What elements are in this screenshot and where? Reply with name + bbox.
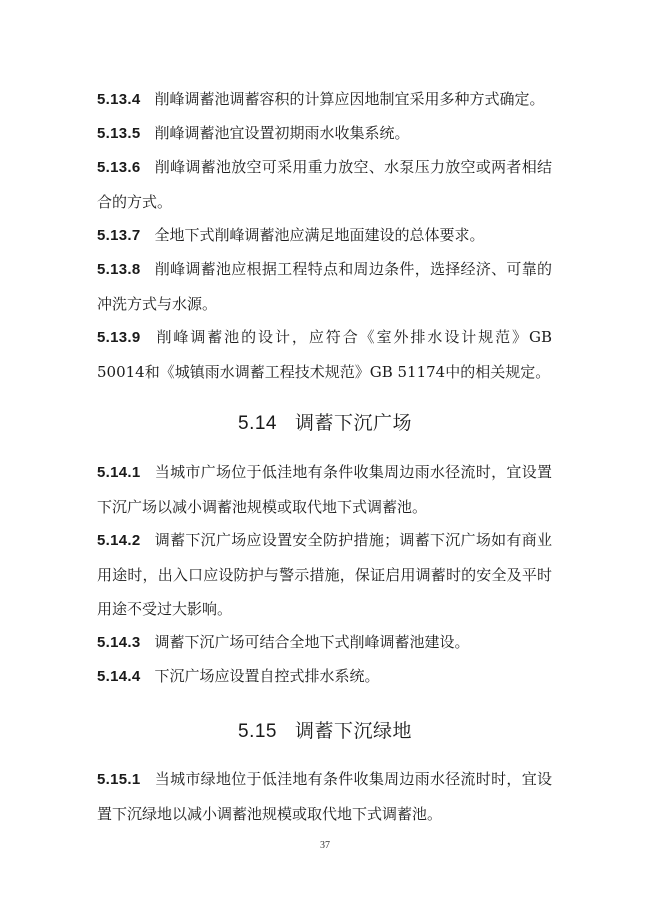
clause-5-14-1 <box>97 455 552 524</box>
clause-text: 削峰调蓄池放空可采用重力放空、水泵压力放空或两者相结合的方式。 <box>97 158 552 211</box>
clause-5-14-3 <box>97 625 552 660</box>
clause-5-13-7 <box>97 218 552 253</box>
clause-5-13-8 <box>97 252 552 321</box>
clause-number: 5.14.4 <box>97 668 141 685</box>
section-title: 调蓄下沉绿地 <box>294 720 412 742</box>
clause-5-15-1 <box>97 762 552 831</box>
clause-number: 5.14.2 <box>97 532 141 549</box>
section-number: 5.14 <box>238 413 277 434</box>
clause-5-13-6 <box>97 150 552 219</box>
clause-5-14-2 <box>97 523 552 626</box>
clause-text: 调蓄下沉广场可结合全地下式削峰调蓄池建设。 <box>154 633 470 651</box>
clause-5-13-5 <box>97 116 552 151</box>
clause-text: 削峰调蓄池的设计，应符合《室外排水设计规范》GB 50014和《城镇雨水调蓄工程技术规范》GB 51174中的相关规定。 <box>97 328 552 381</box>
clause-number: 5.14.3 <box>97 634 141 651</box>
section-heading-5-15 <box>0 716 650 743</box>
clause-number: 5.13.4 <box>97 91 141 108</box>
clause-text: 削峰调蓄池应根据工程特点和周边条件，选择经济、可靠的冲洗方式与水源。 <box>97 260 552 313</box>
page-number: 37 <box>320 840 330 851</box>
clause-text: 削峰调蓄池宜设置初期雨水收集系统。 <box>154 124 410 142</box>
section-number: 5.15 <box>238 721 277 742</box>
clause-number: 5.13.6 <box>97 159 141 176</box>
clause-number: 5.14.1 <box>97 464 141 481</box>
clause-text: 削峰调蓄池调蓄容积的计算应因地制宜采用多种方式确定。 <box>154 90 545 108</box>
clause-5-13-9 <box>97 320 552 389</box>
clause-number: 5.15.1 <box>97 771 141 788</box>
clause-number: 5.13.7 <box>97 227 141 244</box>
clause-text: 当城市绿地位于低洼地有条件收集周边雨水径流时时，宜设置下沉绿地以减小调蓄池规模或取代地下式调蓄池。 <box>97 770 552 823</box>
clause-number: 5.13.8 <box>97 261 141 278</box>
clause-text: 下沉广场应设置自控式排水系统。 <box>154 667 380 685</box>
clause-5-13-4 <box>97 82 552 117</box>
clause-number: 5.13.9 <box>97 329 141 346</box>
clause-text: 全地下式削峰调蓄池应满足地面建设的总体要求。 <box>154 226 485 244</box>
clause-text: 调蓄下沉广场应设置安全防护措施；调蓄下沉广场如有商业用途时，出入口应设防护与警示措施，保证启用调蓄时的安全及平时用途不受过大影响。 <box>97 531 552 618</box>
clause-5-14-4 <box>97 659 552 694</box>
section-heading-5-14 <box>0 408 650 435</box>
clause-number: 5.13.5 <box>97 125 141 142</box>
clause-text: 当城市广场位于低洼地有条件收集周边雨水径流时，宜设置下沉广场以减小调蓄池规模或取代地下式调蓄池。 <box>97 463 552 516</box>
section-title: 调蓄下沉广场 <box>294 412 412 434</box>
